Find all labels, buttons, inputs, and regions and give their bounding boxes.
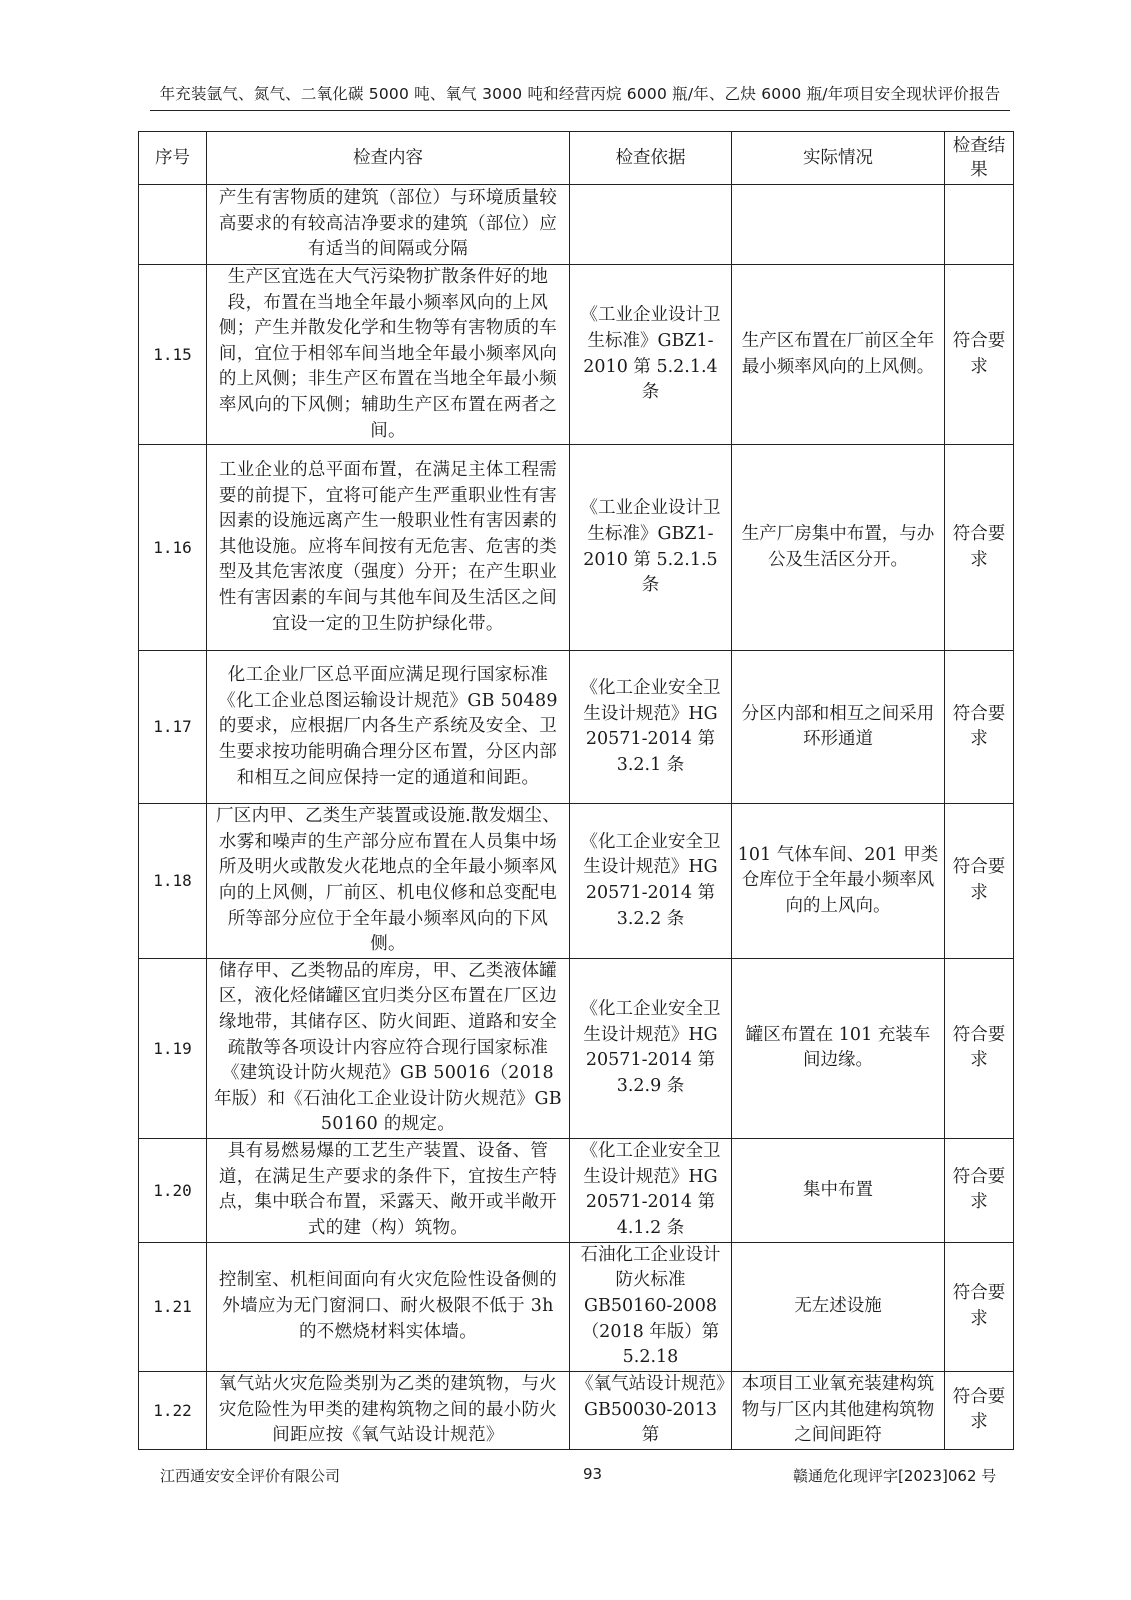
row-basis: 《工业企业设计卫生标准》GBZ1-2010 第 5.2.1.4 条 [570,265,732,445]
row-num: 1.16 [139,445,207,651]
footer-document-number: 赣通危化现评字[2023]062 号 [793,1467,997,1485]
row-content: 化工企业厂区总平面应满足现行国家标准《化工企业总图运输设计规范》GB 50489 的要求，应根据厂内各生产系统及安全、卫生要求按功能明确合理分区布置，分区内部和相互之间应保持一定的通道和间距。 [207,651,570,804]
row-actual: 本项目工业氧充装建构筑物与厂区内其他建构筑物之间间距符 [732,1371,945,1449]
row-actual: 集中布置 [732,1138,945,1242]
row-content: 工业企业的总平面布置，在满足主体工程需要的前提下，宜将可能产生严重职业性有害因素的设施远离产生一般职业性有害因素的其他设施。应将车间按有无危害、危害的类型及其危害浓度（强度）分开；在产生职业性有害因素的车间与其他车间及生活区之间宜设一定的卫生防护绿化带。 [207,445,570,651]
row-result: 符合要求 [945,1242,1014,1371]
row-actual: 生产区布置在厂前区全年最小频率风向的上风侧。 [732,265,945,445]
row-basis: 《工业企业设计卫生标准》GBZ1-2010 第 5.2.1.5 条 [570,445,732,651]
row-num: 1.15 [139,265,207,445]
table-row [139,1371,1014,1449]
table-row [139,804,1014,959]
row-num: 1.21 [139,1242,207,1371]
footer-page-number: 93 [583,1465,603,1483]
row-result [945,185,1014,265]
row-num: 1.22 [139,1371,207,1449]
table-row [139,265,1014,445]
row-content: 控制室、机柜间面向有火灾危险性设备侧的外墙应为无门窗洞口、耐火极限不低于 3h 的不燃烧材料实体墙。 [207,1242,570,1371]
row-num [139,185,207,265]
col-header-result: 检查结果 [945,132,1014,185]
row-basis: 《化工企业安全卫生设计规范》HG 20571-2014 第 3.2.9 条 [570,958,732,1138]
row-num: 1.20 [139,1138,207,1242]
row-basis [570,185,732,265]
footer-company: 江西通安安全评价有限公司 [160,1467,341,1485]
row-result: 符合要求 [945,958,1014,1138]
row-result: 符合要求 [945,804,1014,959]
row-content: 厂区内甲、乙类生产装置或设施.散发烟尘、水雾和噪声的生产部分应布置在人员集中场所及明火或散发火花地点的全年最小频率风向的上风侧，厂前区、机电仪修和总变配电所等部分应位于全年最小频率风向的下风侧。 [207,804,570,959]
row-num: 1.17 [139,651,207,804]
row-num: 1.18 [139,804,207,959]
row-basis: 石油化工企业设计防火标准 GB50160-2008（2018 年版）第 5.2.18 [570,1242,732,1371]
table-row [139,651,1014,804]
row-basis: 《化工企业安全卫生设计规范》HG 20571-2014 第 4.1.2 条 [570,1138,732,1242]
row-basis: 《氧气站设计规范》GB50030-2013 第 [570,1371,732,1449]
col-header-num: 序号 [139,132,207,185]
row-content: 产生有害物质的建筑（部位）与环境质量较高要求的有较高洁净要求的建筑（部位）应有适当的间隔或分隔 [207,185,570,265]
table-row [139,1138,1014,1242]
row-result: 符合要求 [945,1371,1014,1449]
row-actual: 101 气体车间、201 甲类仓库位于全年最小频率风向的上风向。 [732,804,945,959]
row-result: 符合要求 [945,651,1014,804]
row-actual: 罐区布置在 101 充装车间边缘。 [732,958,945,1138]
table-row [139,958,1014,1138]
header-divider [150,110,1010,111]
inspection-table [138,131,1014,1450]
table-row [139,445,1014,651]
row-result: 符合要求 [945,445,1014,651]
row-actual: 生产厂房集中布置，与办公及生活区分开。 [732,445,945,651]
row-basis: 《化工企业安全卫生设计规范》HG 20571-2014 第 3.2.2 条 [570,804,732,959]
row-content: 储存甲、乙类物品的库房，甲、乙类液体罐区，液化烃储罐区宜归类分区布置在厂区边缘地带，其储存区、防火间距、道路和安全疏散等各项设计内容应符合现行国家标准《建筑设计防火规范》GB 50016（2018 年版）和《石油化工企业设计防火规范》GB 50160 的规定。 [207,958,570,1138]
row-result: 符合要求 [945,265,1014,445]
table-row [139,185,1014,265]
col-header-basis: 检查依据 [570,132,732,185]
row-content: 生产区宜选在大气污染物扩散条件好的地段，布置在当地全年最小频率风向的上风侧；产生并散发化学和生物等有害物质的车间，宜位于相邻车间当地全年最小频率风向的上风侧；非生产区布置在当地全年最小频率风向的下风侧；辅助生产区布置在两者之间。 [207,265,570,445]
row-actual [732,185,945,265]
row-basis: 《化工企业安全卫生设计规范》HG 20571-2014 第 3.2.1 条 [570,651,732,804]
table-header-row [139,132,1014,185]
row-actual: 无左述设施 [732,1242,945,1371]
row-content: 氧气站火灾危险类别为乙类的建筑物，与火灾危险性为甲类的建构筑物之间的最小防火间距应按《氧气站设计规范》 [207,1371,570,1449]
row-actual: 分区内部和相互之间采用环形通道 [732,651,945,804]
row-num: 1.19 [139,958,207,1138]
table-row [139,1242,1014,1371]
row-result: 符合要求 [945,1138,1014,1242]
col-header-content: 检查内容 [207,132,570,185]
col-header-actual: 实际情况 [732,132,945,185]
row-content: 具有易燃易爆的工艺生产装置、设备、管道，在满足生产要求的条件下，宜按生产特点，集中联合布置，采露天、敞开或半敞开式的建（构）筑物。 [207,1138,570,1242]
page-header-title: 年充装氩气、氮气、二氧化碳 5000 吨、氧气 3000 吨和经营丙烷 6000 瓶/年、乙炔 6000 瓶/年项目安全现状评价报告 [159,85,1001,103]
